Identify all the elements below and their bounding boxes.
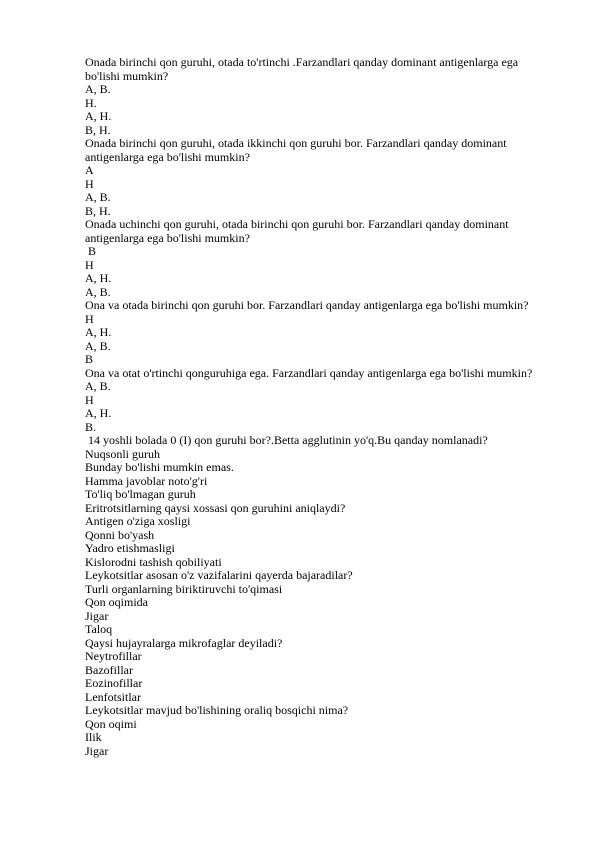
question-text: 14 yoshli bolada 0 (I) qon guruhi bor?.Betta agglutinin yo'q.Bu qanday nomlanadi? xyxy=(85,433,488,447)
answer-option: Turli organlarning biriktiruvchi to'qimasi xyxy=(85,581,283,596)
answer-option: A, H. xyxy=(85,325,112,339)
answer-option: B, H. xyxy=(85,203,111,218)
answer-option: Qonni bo'yash xyxy=(85,527,155,542)
answer-option: A, B. xyxy=(85,284,111,299)
answer-option: A, H. xyxy=(85,271,112,285)
answer-option: Qon oqimida xyxy=(85,595,148,609)
answer-option: Nuqsonli guruh xyxy=(85,446,160,461)
answer-option: A, B. xyxy=(85,82,111,96)
question-text: antigenlarga ega bo'lishi mumkin? xyxy=(85,149,250,164)
answer-option: Eozinofillar xyxy=(85,676,143,690)
answer-option: A, B. xyxy=(85,379,111,393)
answer-option: Neytrofillar xyxy=(85,649,142,663)
answer-option: A, H. xyxy=(85,406,112,420)
question-text: Eritrotsitlarning qaysi xossasi qon guruhini aniqlaydi? xyxy=(85,500,346,515)
question-text: Leykotsitlar asosan o'z vazifalarini qayerda bajaradilar? xyxy=(85,568,353,582)
answer-option: A xyxy=(85,163,94,177)
answer-option: H xyxy=(85,392,94,407)
answer-option: Antigen o'ziga xosligi xyxy=(85,514,191,528)
answer-option: A, H. xyxy=(85,109,112,123)
question-text: Onada uchinchi qon guruhi, otada birinchi qon guruhi bor. Farzandlari qanday dominant xyxy=(85,217,509,231)
answer-option: Ilik xyxy=(85,730,102,744)
question-text: Ona va otada birinchi qon guruhi bor. Farzandlari qanday antigenlarga ega bo'lishi mumkin? xyxy=(85,298,529,312)
question-text: bo'lishi mumkin? xyxy=(85,68,169,83)
answer-option: Bazofillar xyxy=(85,662,133,677)
document-page xyxy=(85,56,555,758)
answer-option: Taloq xyxy=(85,622,113,636)
answer-option: H xyxy=(85,257,94,272)
answer-option: A, B. xyxy=(85,338,111,353)
answer-option: Hamma javoblar noto'g'ri xyxy=(85,473,208,488)
answer-option: H xyxy=(85,176,94,191)
answer-option: Yadro etishmasligi xyxy=(85,541,175,555)
question-text: Onada birinchi qon guruhi, otada ikkinchi qon guruhi bor. Farzandlari qanday dominant xyxy=(85,136,507,150)
answer-option: Lenfotsitlar xyxy=(85,689,141,704)
answer-option: Bunday bo'lishi mumkin emas. xyxy=(85,460,234,474)
answer-option: Jigar xyxy=(85,608,109,623)
question-text: Ona va otat o'rtinchi qonguruhiga ega. Farzandlari qanday antigenlarga ega bo'lishi mumkin? xyxy=(85,365,533,380)
answer-option: B xyxy=(85,352,94,366)
answer-option: B, H. xyxy=(85,122,111,137)
answer-option: Jigar xyxy=(85,743,109,758)
question-text: Leykotsitlar mavjud bo'lishining oraliq bosqichi nima? xyxy=(85,703,349,717)
answer-option: H xyxy=(85,311,94,326)
question-text: Onada birinchi qon guruhi, otada to'rtinchi .Farzandlari qanday dominant antigenlarga ega xyxy=(85,55,519,69)
answer-option: H. xyxy=(85,95,97,110)
answer-option: A, B. xyxy=(85,190,111,204)
answer-option: To'liq bo'lmagan guruh xyxy=(85,487,196,501)
answer-option: B xyxy=(85,244,97,258)
answer-option: Kislorodni tashish qobiliyati xyxy=(85,554,222,569)
question-text: Qaysi hujayralarga mikrofaglar deyiladi? xyxy=(85,635,283,650)
question-text: antigenlarga ega bo'lishi mumkin? xyxy=(85,230,250,245)
answer-option: B. xyxy=(85,419,97,434)
answer-option: Qon oqimi xyxy=(85,716,137,731)
